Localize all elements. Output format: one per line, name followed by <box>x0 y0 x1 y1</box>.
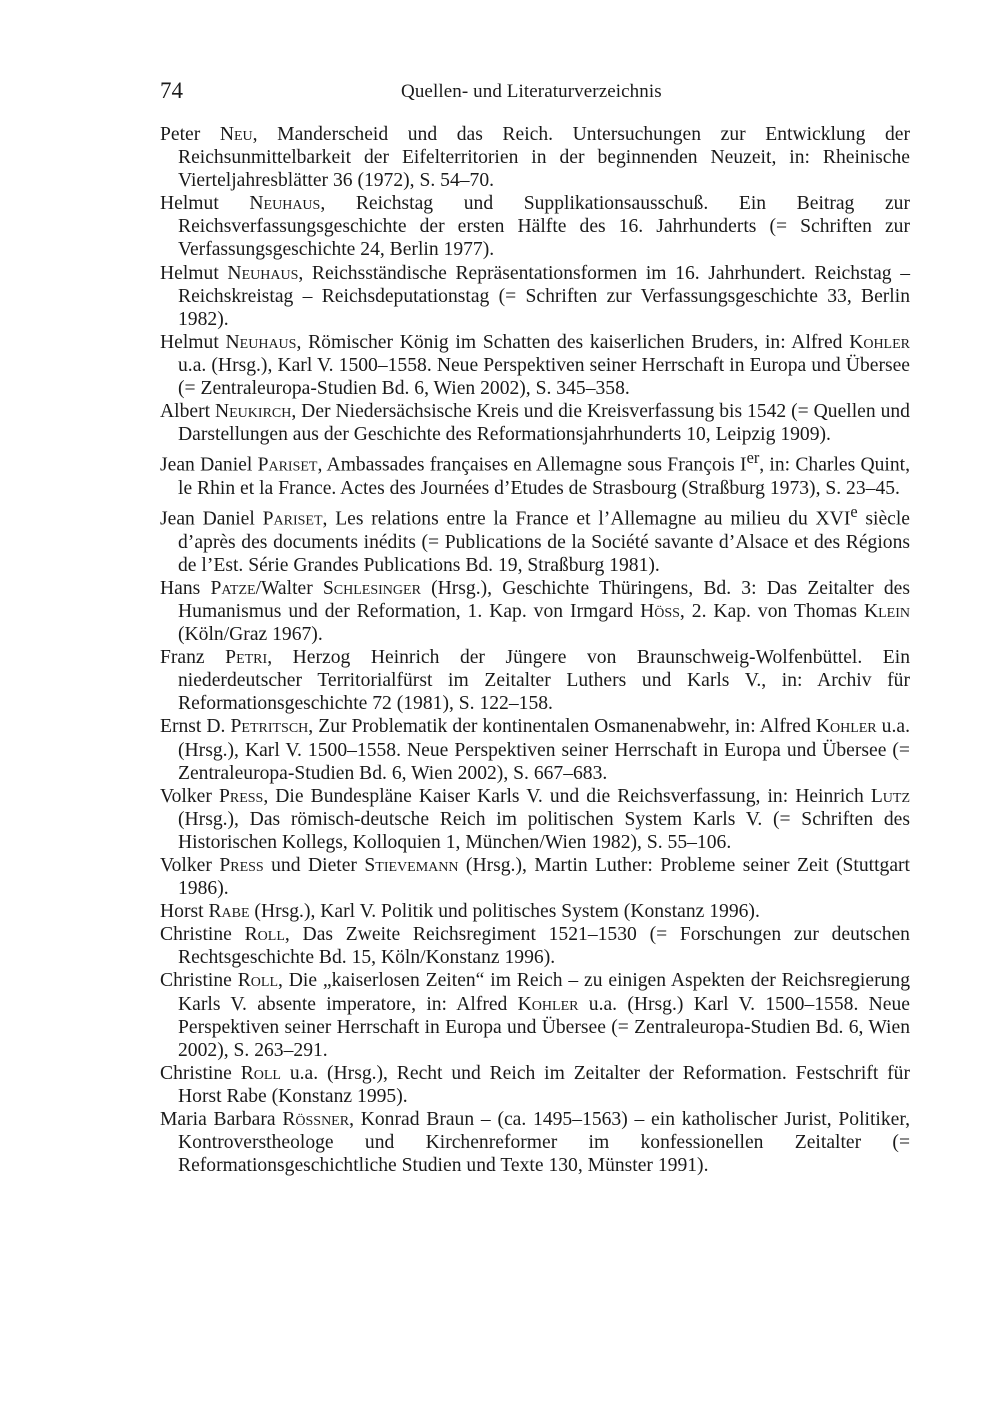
author-surname: Patze <box>210 577 256 599</box>
bibliography-entry: Christine Roll, Die „kaiserlosen Zeiten“ im Reich – zu einigen Aspekten der Reichsregierung Karls V. absente imperatore, in: Alfred Kohler u.a. (Hrsg.) Karl V. 1500–1558. Neue Perspektiven seiner Herrschaft in Europa und Übersee (= Zentraleuropa-Studien Bd. 6, Wien 2002), S. 263–291. <box>160 970 910 1061</box>
bibliography-entry: Hans Patze/Walter Schlesinger (Hrsg.), Geschichte Thüringens, Bd. 3: Das Zeitalter des Humanismus und der Reformation, 1. Kap. von Irmgard Höß, 2. Kap. von Thomas Klein (Köln/Graz 1967). <box>160 577 910 646</box>
author-surname: Neuhaus <box>249 193 321 215</box>
bibliography-entry: Helmut Neuhaus, Reichsständische Repräsentationsformen im 16. Jahrhundert. Reichstag – Reichskreistag – Reichsdeputationstag (= Schriften zur Verfassungsgeschichte 33, Berlin 1982). <box>160 262 911 330</box>
author-surname: Pariset <box>262 508 323 530</box>
author-surname: Petritsch <box>230 716 309 738</box>
running-title: Quellen- und Literaturverzeichnis <box>401 81 662 102</box>
bibliography-entry: Christine Roll, Das Zweite Reichsregiment 1521–1530 (= Forschungen zur deutschen Rechtsgeschichte Bd. 15, Köln/Konstanz 1996). <box>160 924 910 969</box>
bibliography-entry: Ernst D. Petritsch, Zur Problematik der kontinentalen Osmanenabwehr, in: Alfred Kohler u.a. (Hrsg.), Karl V. 1500–1558. Neue Perspektiven seiner Herrschaft in Europa und Übersee (= Zentraleuropa-Studien Bd. 6, Wien 2002), S. 667–683. <box>160 716 910 784</box>
editor-surname: Kohler <box>517 993 579 1015</box>
bibliography-entry: Christine Roll u.a. (Hrsg.), Recht und Reich im Zeitalter der Reformation. Festschrift für Horst Rabe (Konstanz 1995). <box>160 1062 910 1107</box>
bibliography-entry: Volker Press, Die Bundespläne Kaiser Karls V. und die Reichsverfassung, in: Heinrich Lutz (Hrsg.), Das römisch-deutsche Reich im politischen System Karls V. (= Schriften des Historischen Kollegs, Kolloquien 1, München/Wien 1982), S. 55–106. <box>160 785 911 853</box>
bibliography-entry: Jean Daniel Pariset, Les relations entre la France et l’Allemagne au milieu du XVIe siècle d’après des documents inédits (= Publications de la Société savante d’Alsace et des Régions de l’Est. Série Grandes Publications Bd. 19, Straßburg 1981). <box>160 502 911 576</box>
author-surname: Neu <box>219 124 253 145</box>
page-number: 74 <box>160 78 183 103</box>
bibliography-entry: Jean Daniel Pariset, Ambassades françaises en Allemagne sous François Ier, in: Charles Quint, le Rhin et la France. Actes des Journées d’Etudes de Strasbourg (Straßburg 1973), S. 23–45. <box>160 448 910 499</box>
bibliography-entry: Franz Petri, Herzog Heinrich der Jüngere von Braunschweig-Wolfenbüttel. Ein niederdeutscher Territorialfürst im Zeitalter Luthers und Karls V., in: Archiv für Reformationsgeschichte 72 (1981), S. 122–158. <box>160 647 910 715</box>
editor-surname: Kohler <box>849 331 910 353</box>
author-surname: Petri <box>225 647 268 669</box>
superscript: er <box>746 448 760 468</box>
author-surname: Roll <box>237 970 279 992</box>
superscript: e <box>850 502 858 522</box>
editor-surname: Kohler <box>815 716 877 738</box>
bibliography-list <box>160 123 910 1177</box>
author-surname: Neuhaus <box>225 331 297 353</box>
author-surname: Rabe <box>208 901 250 923</box>
author-surname: Rössner <box>282 1109 350 1130</box>
author-surname: Roll <box>244 924 285 946</box>
editor-surname: Lutz <box>870 785 911 807</box>
author-surname: Press <box>218 785 264 807</box>
bibliography-entry: Maria Barbara Rössner, Konrad Braun – (ca. 1495–1563) – ein katholischer Jurist, Politiker, Kontroverstheologe und Kirchenreformer im konfessionellen Zeitalter (= Reformationsgeschichtliche Studien und Texte 130, Münster 1991). <box>160 1109 910 1177</box>
bibliography-entry: Albert Neukirch, Der Niedersächsische Kreis und die Kreisverfassung bis 1542 (= Quellen und Darstellungen aus der Geschichte des Reformationsjahrhunderts 10, Leipzig 1909). <box>160 401 910 446</box>
editor-surname: Klein <box>863 600 910 622</box>
author-surname: Roll <box>240 1062 281 1084</box>
editor-surname: Höß <box>640 600 680 622</box>
author-surname: Pariset <box>257 454 318 476</box>
author-surname: Neukirch <box>214 401 292 423</box>
bibliography-entry: Helmut Neuhaus, Reichstag und Supplikationsausschuß. Ein Beitrag zur Reichsverfassungsgeschichte der ersten Hälfte des 16. Jahrhunderts (= Schriften zur Verfassungsgeschichte 24, Berlin 1977). <box>160 193 910 261</box>
bibliography-entry: Helmut Neuhaus, Römischer König im Schatten des kaiserlichen Bruders, in: Alfred Kohler u.a. (Hrsg.), Karl V. 1500–1558. Neue Perspektiven seiner Herrschaft in Europa und Übersee (= Zentraleuropa-Studien Bd. 6, Wien 2002), S. 345–358. <box>160 331 910 400</box>
bibliography-entry: Peter Neu, Manderscheid und das Reich. Untersuchungen zur Entwicklung der Reichsunmittelbarkeit der Eifelterritorien in der beginnenden Neuzeit, in: Rheinische Vierteljahresblätter 36 (1972), S. 54–70. <box>160 124 910 192</box>
bibliography-entry: Volker Press und Dieter Stievemann (Hrsg.), Martin Luther: Probleme seiner Zeit (Stuttgart 1986). <box>160 854 910 900</box>
author-surname: Press <box>219 854 264 876</box>
editor-surname: Stievemann <box>364 854 459 876</box>
editor-surname: Schlesinger <box>322 577 421 599</box>
author-surname: Neuhaus <box>227 262 299 284</box>
bibliography-entry: Horst Rabe (Hrsg.), Karl V. Politik und politisches System (Konstanz 1996). <box>160 901 760 923</box>
